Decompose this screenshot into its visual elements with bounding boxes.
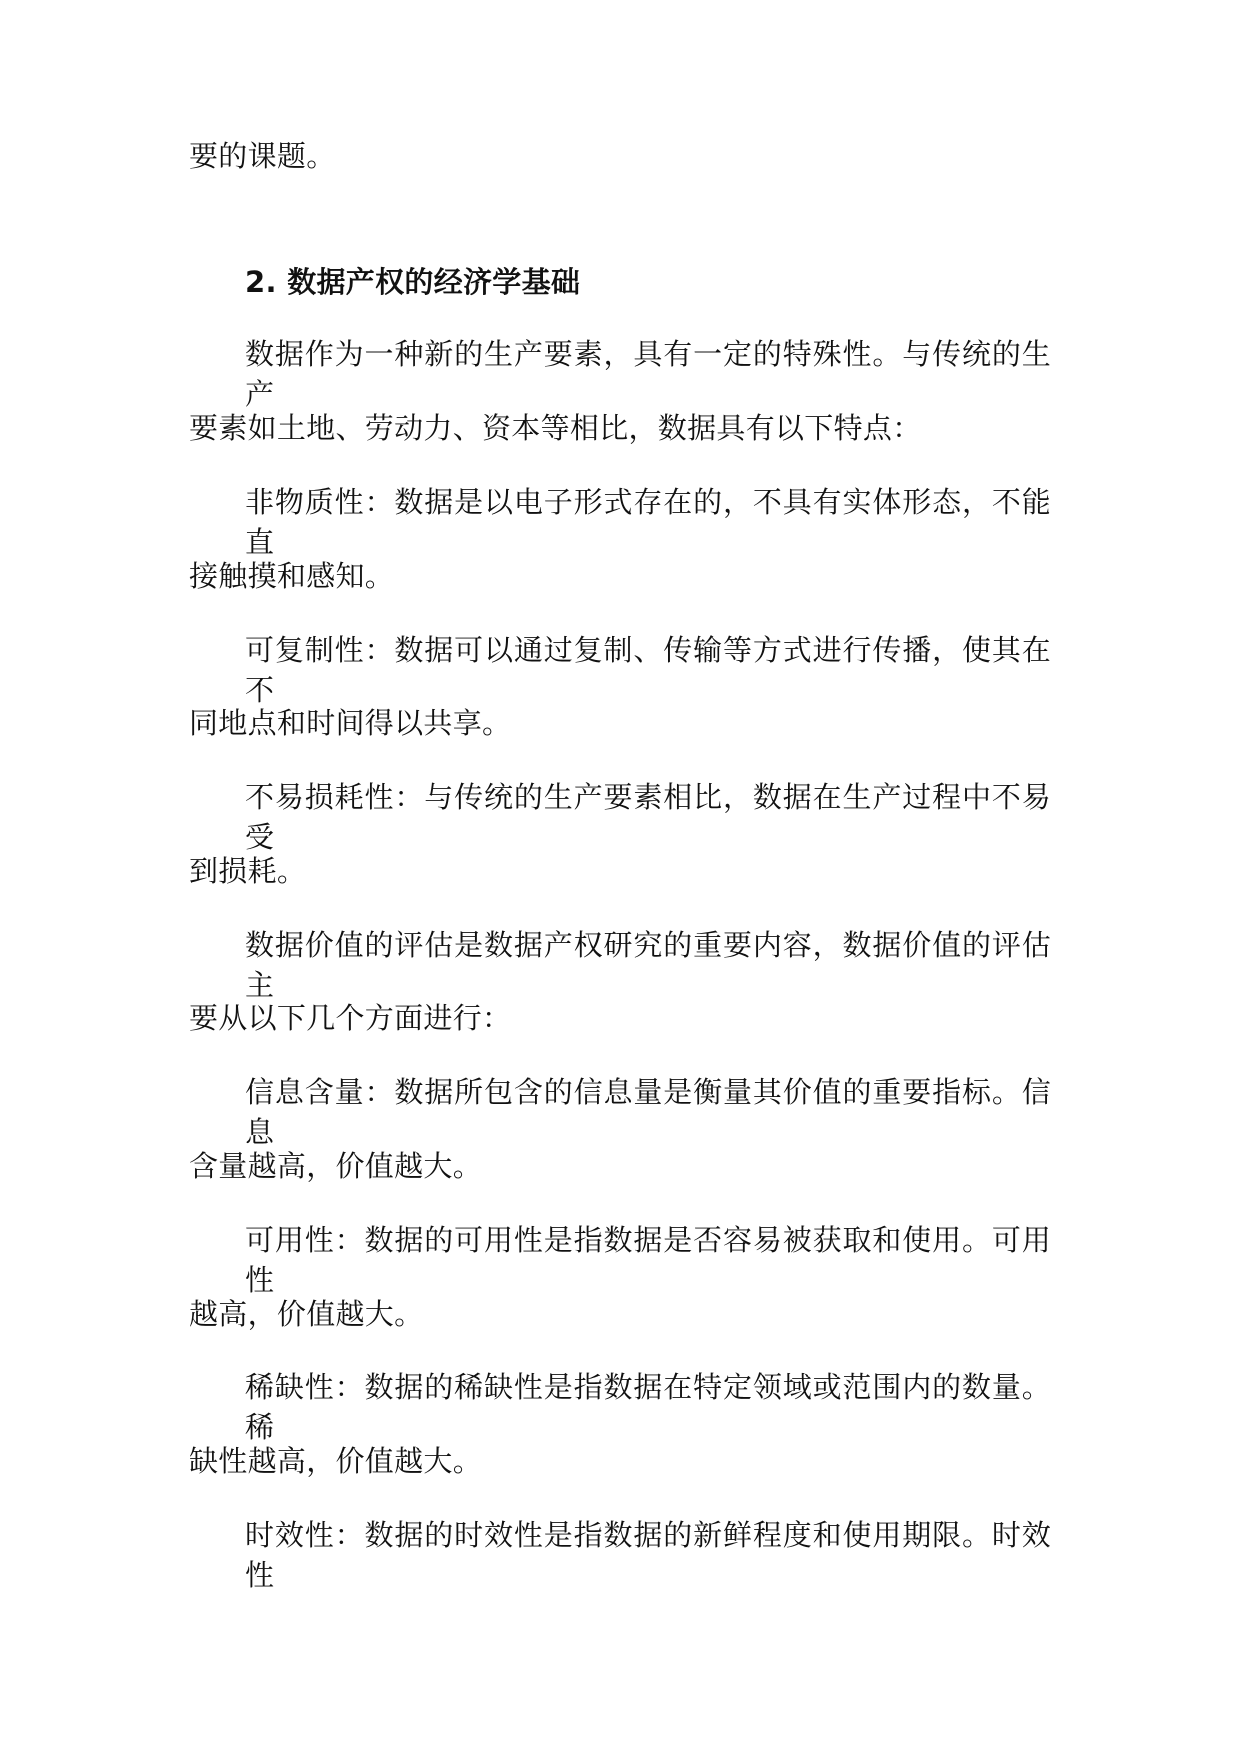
section-heading: 2. 数据产权的经济学基础 bbox=[245, 265, 581, 299]
paragraph-line: 数据作为一种新的生产要素，具有一定的特殊性。与传统的生产 bbox=[245, 337, 1051, 411]
paragraph-line: 要素如土地、劳动力、资本等相比，数据具有以下特点： bbox=[189, 411, 922, 445]
paragraph-line: 可用性：数据的可用性是指数据是否容易被获取和使用。可用性 bbox=[245, 1223, 1051, 1297]
paragraph-line: 不易损耗性：与传统的生产要素相比，数据在生产过程中不易受 bbox=[245, 780, 1051, 854]
paragraph-line: 含量越高，价值越大。 bbox=[189, 1149, 483, 1183]
paragraph-line: 越高，价值越大。 bbox=[189, 1297, 424, 1331]
paragraph-line: 时效性：数据的时效性是指数据的新鲜程度和使用期限。时效性 bbox=[245, 1518, 1051, 1592]
paragraph-line: 非物质性：数据是以电子形式存在的，不具有实体形态，不能直 bbox=[245, 485, 1051, 559]
paragraph-line: 同地点和时间得以共享。 bbox=[189, 706, 512, 740]
paragraph-line: 缺性越高，价值越大。 bbox=[189, 1444, 483, 1478]
paragraph-line: 接触摸和感知。 bbox=[189, 559, 395, 593]
paragraph-line: 可复制性：数据可以通过复制、传输等方式进行传播，使其在不 bbox=[245, 633, 1051, 707]
paragraph-line: 数据价值的评估是数据产权研究的重要内容，数据价值的评估主 bbox=[245, 928, 1051, 1002]
paragraph-line-prev-continuation: 要的课题。 bbox=[189, 139, 336, 173]
paragraph-line: 到损耗。 bbox=[189, 854, 307, 888]
paragraph-line: 信息含量：数据所包含的信息量是衡量其价值的重要指标。信息 bbox=[245, 1075, 1051, 1149]
paragraph-line: 稀缺性：数据的稀缺性是指数据在特定领域或范围内的数量。稀 bbox=[245, 1370, 1051, 1444]
paragraph-line: 要从以下几个方面进行： bbox=[189, 1001, 512, 1035]
